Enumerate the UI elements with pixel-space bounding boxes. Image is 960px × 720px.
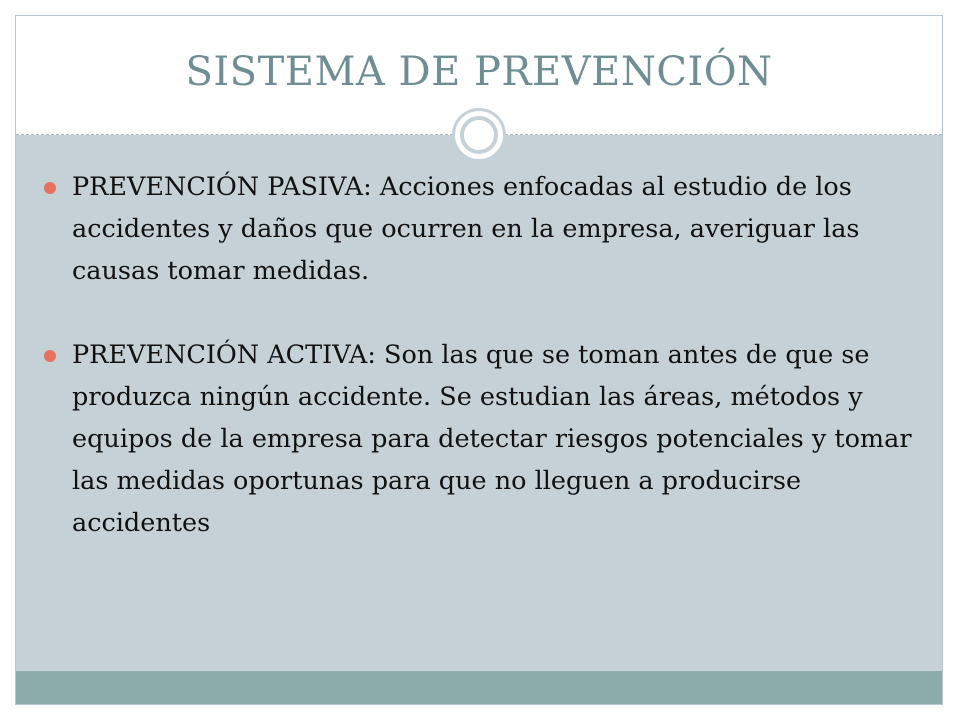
- circle-ornament-inner: [460, 116, 498, 154]
- bullet-dot-icon: [44, 182, 56, 194]
- bullet-dot-icon: [44, 350, 56, 362]
- bullet-item-active: [44, 334, 924, 544]
- slide-title: SISTEMA DE PREVENCIÓN: [185, 49, 773, 95]
- bullet-item-passive: [44, 166, 924, 292]
- bullet-list: [44, 166, 924, 544]
- footer-band: [16, 671, 942, 704]
- bullet-text: PREVENCIÓN PASIVA: Acciones enfocadas al estudio de los accidentes y daños que ocurren en la empresa, averiguar las causas tomar medidas.: [72, 172, 860, 286]
- circle-ornament-icon: [452, 108, 506, 162]
- bullet-text: PREVENCIÓN ACTIVA: Son las que se toman antes de que se produzca ningún accidente. Se estudian las áreas, métodos y equipos de la empresa para detectar riesgos potenciales y tomar las medidas oportunas para que no lleguen a producirse accidentes: [72, 340, 912, 538]
